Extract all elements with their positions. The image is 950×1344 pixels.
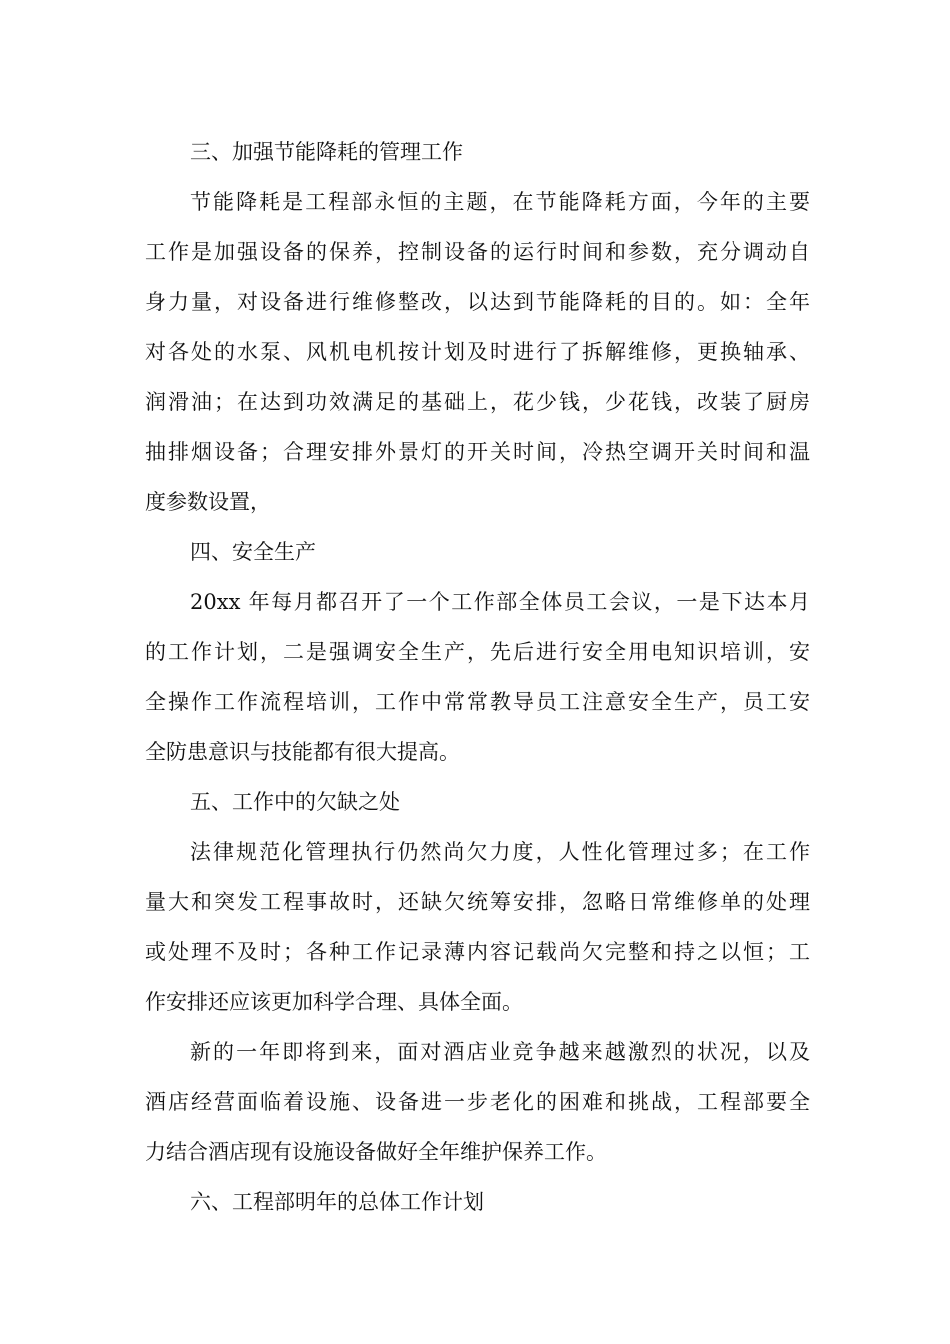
paragraph-line: 力结合酒店现有设施设备做好全年维护保养工作。 xyxy=(145,1140,607,1164)
section-heading: 六、工程部明年的总体工作计划 xyxy=(190,1190,484,1214)
paragraph-line: 抽排烟设备；合理安排外景灯的开关时间，冷热空调开关时间和温 xyxy=(145,440,810,464)
paragraph-line: 法律规范化管理执行仍然尚欠力度，人性化管理过多；在工作 xyxy=(190,840,810,864)
paragraph-line: 对各处的水泵、风机电机按计划及时进行了拆解维修，更换轴承、 xyxy=(145,340,810,364)
paragraph-line: 新的一年即将到来，面对酒店业竞争越来越激烈的状况，以及 xyxy=(190,1040,810,1064)
paragraph-line: 量大和突发工程事故时，还缺欠统筹安排，忽略日常维修单的处理 xyxy=(145,890,810,914)
paragraph-line: 作安排还应该更加科学合理、具体全面。 xyxy=(145,990,523,1014)
paragraph-line: 身力量，对设备进行维修整改，以达到节能降耗的目的。如：全年 xyxy=(145,290,810,314)
paragraph-line: 全防患意识与技能都有很大提高。 xyxy=(145,740,460,764)
paragraph-line: 节能降耗是工程部永恒的主题，在节能降耗方面，今年的主要 xyxy=(190,190,810,214)
paragraph-line: 度参数设置， xyxy=(145,490,271,514)
section-heading: 四、安全生产 xyxy=(190,540,316,564)
section-heading: 三、加强节能降耗的管理工作 xyxy=(190,140,463,164)
paragraph-line: 20xx 年每月都召开了一个工作部全体员工会议，一是下达本月 xyxy=(190,590,810,614)
paragraph-line: 工作是加强设备的保养，控制设备的运行时间和参数，充分调动自 xyxy=(145,240,810,264)
section-heading: 五、工作中的欠缺之处 xyxy=(190,790,400,814)
paragraph-line: 润滑油；在达到功效满足的基础上，花少钱，少花钱，改装了厨房 xyxy=(145,390,810,414)
paragraph-line: 酒店经营面临着设施、设备进一步老化的困难和挑战，工程部要全 xyxy=(145,1090,810,1114)
paragraph-line: 全操作工作流程培训，工作中常常教导员工注意安全生产，员工安 xyxy=(145,690,810,714)
paragraph-line: 或处理不及时；各种工作记录薄内容记载尚欠完整和持之以恒；工 xyxy=(145,940,810,964)
paragraph-line: 的工作计划，二是强调安全生产，先后进行安全用电知识培训，安 xyxy=(145,640,810,664)
